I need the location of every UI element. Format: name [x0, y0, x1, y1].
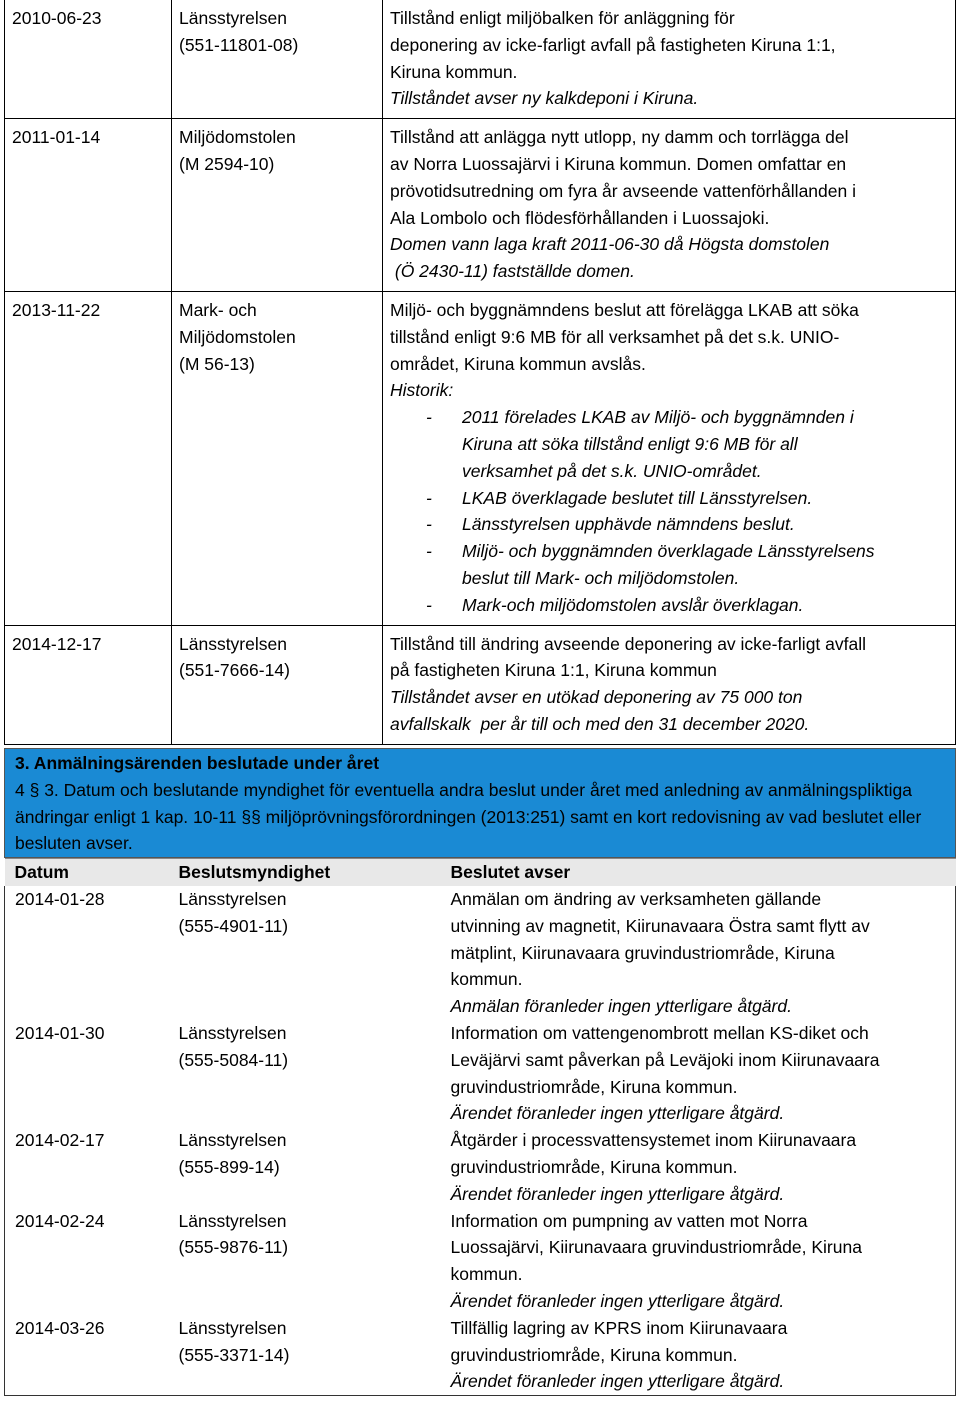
case-number: (555-5084-11) — [178, 1049, 289, 1070]
authority-name: Länsstyrelsen — [178, 888, 287, 909]
column-header-subject: Beslutet avser — [441, 859, 956, 886]
case-number: (551-11801-08) — [179, 34, 299, 55]
subject-line: utvinning av magnetit, Kiirunavaara Östra samt flytt av — [450, 915, 870, 936]
subject-note: Ärendet föranleder ingen ytterligare åtgärd. — [450, 1183, 785, 1204]
authority-cell — [169, 1315, 441, 1396]
notifications-table — [4, 858, 956, 1396]
authority-cell — [172, 625, 383, 744]
history-line: verksamhet på det s.k. UNIO-området. — [462, 460, 762, 481]
decision-note: Domen vann laga kraft 2011-06-30 då Högsta domstolen — [390, 234, 830, 255]
authority-cell — [169, 886, 441, 1020]
subject-line: Tillfällig lagring av KPRS inom Kiirunavaara — [450, 1317, 788, 1338]
subject-line: Information om vattengenombrott mellan KS-diket och — [450, 1022, 869, 1043]
subject-line: gruvindustriområde, Kiruna kommun. — [450, 1344, 738, 1365]
history-line: - 2011 förelades LKAB av Miljö- och byggnämnden i — [462, 407, 854, 428]
subject-note: Ärendet föranleder ingen ytterligare åtgärd. — [450, 1290, 785, 1311]
decision-note: Tillståndet avser ny kalkdeponi i Kiruna. — [390, 88, 699, 109]
case-number: (555-3371-14) — [178, 1344, 290, 1365]
decision-line: deponering av icke-farligt avfall på fastigheten Kiruna 1:1, — [390, 34, 836, 55]
authority-name: Mark- och — [179, 299, 257, 320]
decision-cell — [383, 291, 956, 625]
table-row — [5, 1208, 956, 1315]
history-item — [390, 592, 948, 619]
decision-line: prövotidsutredning om fyra år avseende vattenförhållanden i — [390, 180, 856, 201]
table-row — [5, 1020, 956, 1127]
subject-cell — [441, 886, 956, 1020]
date-cell: 2014-01-30 — [15, 1022, 105, 1043]
case-number: (M 2594-10) — [179, 153, 275, 174]
decision-line: tillstånd enligt 9:6 MB för all verksamhet på det s.k. UNIO- — [390, 326, 840, 347]
date-cell — [5, 119, 172, 292]
history-list — [390, 404, 948, 618]
authority-name: Länsstyrelsen — [178, 1317, 287, 1338]
column-header-date: Datum — [5, 859, 169, 886]
decision-note: Tillståndet avser en utökad deponering av 75 000 ton — [390, 687, 803, 708]
table-row — [5, 1127, 956, 1207]
subject-cell — [441, 1020, 956, 1127]
date-cell: 2014-01-28 — [15, 888, 105, 909]
history-item — [390, 538, 948, 592]
date-cell — [5, 0, 172, 119]
date-cell: 2014-02-17 — [15, 1130, 105, 1151]
table-row — [5, 625, 956, 744]
subject-line: Luossajärvi, Kiirunavaara gruvindustriområde, Kiruna — [450, 1237, 862, 1258]
subject-line: Information om pumpning av vatten mot Norra — [450, 1210, 808, 1231]
date: 2011-01-14 — [12, 127, 101, 148]
decision-cell — [383, 625, 956, 744]
permits-table — [4, 0, 956, 745]
authority-name: Miljödomstolen — [179, 127, 296, 148]
subject-line: Anmälan om ändring av verksamheten gällande — [450, 888, 822, 909]
section-3 — [4, 748, 956, 1396]
authority-cell — [169, 1208, 441, 1315]
subject-cell — [441, 1127, 956, 1207]
history-label: Historik: — [390, 380, 454, 401]
subject-line: Åtgärder i processvattensystemet inom Kiirunavaara — [450, 1130, 857, 1151]
history-line: beslut till Mark- och miljödomstolen. — [462, 567, 740, 588]
column-header-authority: Beslutsmyndighet — [169, 859, 441, 886]
case-number: (M 56-13) — [179, 353, 255, 374]
table-row — [5, 291, 956, 625]
authority-cell — [172, 0, 383, 119]
date: 2013-11-22 — [12, 299, 101, 320]
subject-cell — [441, 1208, 956, 1315]
date-cell: 2014-02-24 — [15, 1210, 105, 1231]
case-number: (555-4901-11) — [178, 915, 289, 936]
decision-line: Tillstånd till ändring avseende deponering av icke-farligt avfall — [390, 633, 867, 654]
history-item — [390, 404, 948, 484]
date: 2014-12-17 — [12, 633, 102, 654]
decision-note: avfallskalk per år till och med den 31 december 2020. — [390, 713, 810, 734]
decision-cell — [383, 119, 956, 292]
subject-note: Anmälan föranleder ingen ytterligare åtgärd. — [450, 996, 792, 1017]
subject-note: Ärendet föranleder ingen ytterligare åtgärd. — [450, 1103, 785, 1124]
decision-note: (Ö 2430-11) fastställde domen. — [390, 261, 635, 282]
section-description: 4 § 3. Datum och beslutande myndighet för eventuella andra beslut under året med anledning av anmälningspliktiga ändringar enligt 1 kap. 10-11 §§ miljöprövningsförordningen (2013:251) samt en kort redovisning av vad beslutet eller besluten avser. — [15, 779, 922, 854]
authority-name: Länsstyrelsen — [178, 1210, 287, 1231]
case-number: (555-899-14) — [178, 1156, 280, 1177]
authority-name: Länsstyrelsen — [178, 1022, 287, 1043]
decision-line: på fastigheten Kiruna 1:1, Kiruna kommun — [390, 660, 717, 681]
date-cell — [5, 625, 172, 744]
history-item — [390, 511, 948, 538]
authority-name: Miljödomstolen — [179, 326, 296, 347]
history-line: - LKAB överklagade beslutet till Länsstyrelsen. — [462, 487, 813, 508]
table-row — [5, 0, 956, 119]
date: 2010-06-23 — [12, 8, 102, 28]
decision-line: av Norra Luossajärvi i Kiruna kommun. Domen omfattar en — [390, 153, 847, 174]
case-number: (551-7666-14) — [179, 660, 290, 681]
history-line: - Mark-och miljödomstolen avslår överklagan. — [462, 594, 804, 615]
date-cell — [5, 291, 172, 625]
authority-cell — [172, 119, 383, 292]
history-line: Kiruna att söka tillstånd enligt 9:6 MB för all — [462, 433, 798, 454]
authority-cell — [172, 291, 383, 625]
decision-line: området, Kiruna kommun avslås. — [390, 353, 646, 374]
subject-line: gruvindustriområde, Kiruna kommun. — [450, 1156, 738, 1177]
history-line: - Länsstyrelsen upphävde nämndens beslut. — [462, 514, 795, 535]
history-item — [390, 485, 948, 512]
decision-line: Kiruna kommun. — [390, 61, 518, 82]
subject-line: Leväjärvi samt påverkan på Leväjoki inom Kiirunavaara — [450, 1049, 880, 1070]
authority-name: Länsstyrelsen — [179, 633, 287, 654]
authority-cell — [169, 1127, 441, 1207]
subject-line: kommun. — [450, 1264, 523, 1285]
subject-note: Ärendet föranleder ingen ytterligare åtgärd. — [450, 1371, 785, 1392]
subject-line: gruvindustriområde, Kiruna kommun. — [450, 1076, 738, 1097]
subject-line: mätplint, Kiirunavaara gruvindustriområde, Kiruna — [450, 942, 835, 963]
table-row — [5, 1315, 956, 1396]
decision-line: Ala Lombolo och flödesförhållanden i Luossajoki. — [390, 207, 770, 228]
subject-cell — [441, 1315, 956, 1396]
table-header-row — [5, 859, 956, 886]
decision-cell — [383, 0, 956, 119]
table-row — [5, 886, 956, 1020]
decision-line: Miljö- och byggnämndens beslut att förelägga LKAB att söka — [390, 299, 859, 320]
decision-line: Tillstånd enligt miljöbalken för anläggning för — [390, 8, 735, 28]
authority-name: Länsstyrelsen — [178, 1130, 287, 1151]
history-line: - Miljö- och byggnämnden överklagade Länsstyrelsens — [462, 541, 875, 562]
case-number: (555-9876-11) — [178, 1237, 289, 1258]
date-cell: 2014-03-26 — [15, 1317, 105, 1338]
subject-line: kommun. — [450, 969, 523, 990]
authority-name: Länsstyrelsen — [179, 8, 287, 28]
authority-cell — [169, 1020, 441, 1127]
decision-line: Tillstånd att anlägga nytt utlopp, ny damm och torrlägga del — [390, 127, 849, 148]
table-row — [5, 119, 956, 292]
section-header — [4, 748, 956, 858]
section-title: 3. Anmälningsärenden beslutade under året — [15, 753, 380, 773]
